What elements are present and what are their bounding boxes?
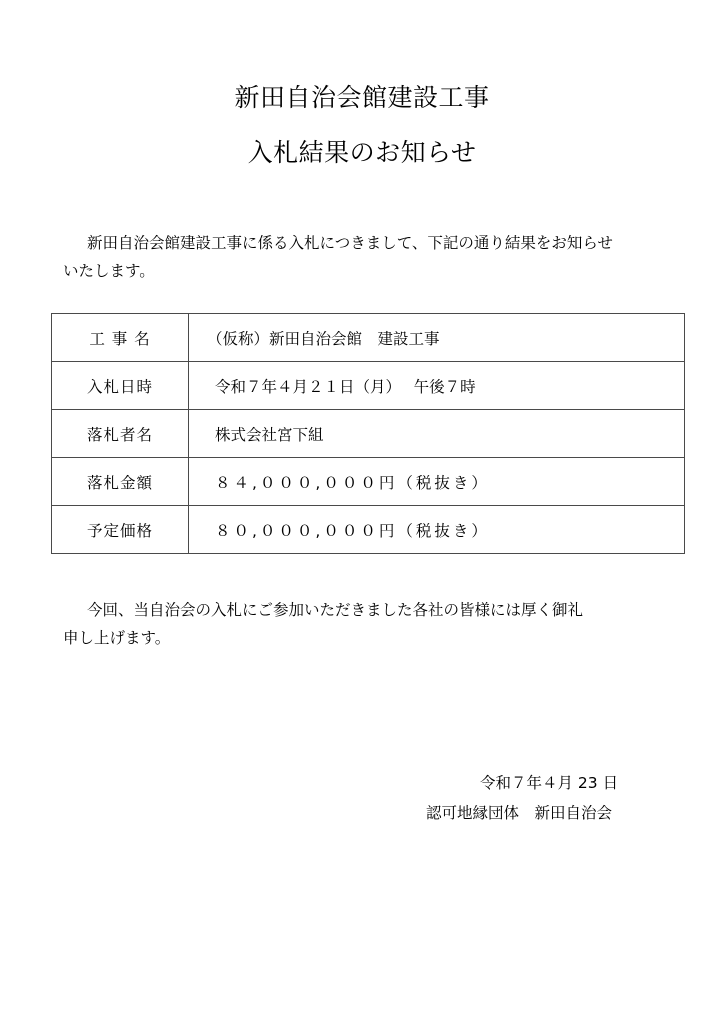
row-value-winning-amount: ８４,０００,０００円（税抜き） [189,458,685,506]
table-row-project-name [52,314,685,362]
row-label-project-name: 工 事 名 [52,314,189,362]
row-label-winning-bidder: 落札者名 [52,410,189,458]
row-label-winning-amount: 落札金額 [52,458,189,506]
closing-paragraph [63,596,678,652]
table-row-bid-datetime [52,362,685,410]
intro-line-2: いたします。 [63,262,155,280]
row-value-planned-price: ８０,０００,０００円（税抜き） [189,506,685,554]
closing-line-2: 申し上げます。 [63,629,171,647]
intro-line-1: 新田自治会館建設工事に係る入札につきまして、下記の通り結果をお知らせ [87,234,613,252]
document-subtitle: 入札結果のお知らせ [247,138,477,167]
signature-organization: 認可地縁団体 新田自治会 [426,804,613,822]
table-row-winning-bidder [52,410,685,458]
row-label-planned-price: 予定価格 [52,506,189,554]
table-row-winning-amount [52,458,685,506]
row-label-bid-datetime: 入札日時 [52,362,189,410]
bid-results-table [51,313,685,554]
table-row-planned-price [52,506,685,554]
intro-paragraph [63,229,678,285]
signature-date: 令和７年４月 23 日 [480,774,619,792]
document-title: 新田自治会館建設工事 [234,83,490,112]
row-value-winning-bidder: 株式会社宮下組 [189,410,685,458]
closing-line-1: 今回、当自治会の入札にご参加いただきました各社の皆様には厚く御礼 [87,601,584,619]
row-value-project-name: （仮称）新田自治会館 建設工事 [189,314,685,362]
row-value-bid-datetime: 令和７年４月２１日（月） 午後７時 [189,362,685,410]
